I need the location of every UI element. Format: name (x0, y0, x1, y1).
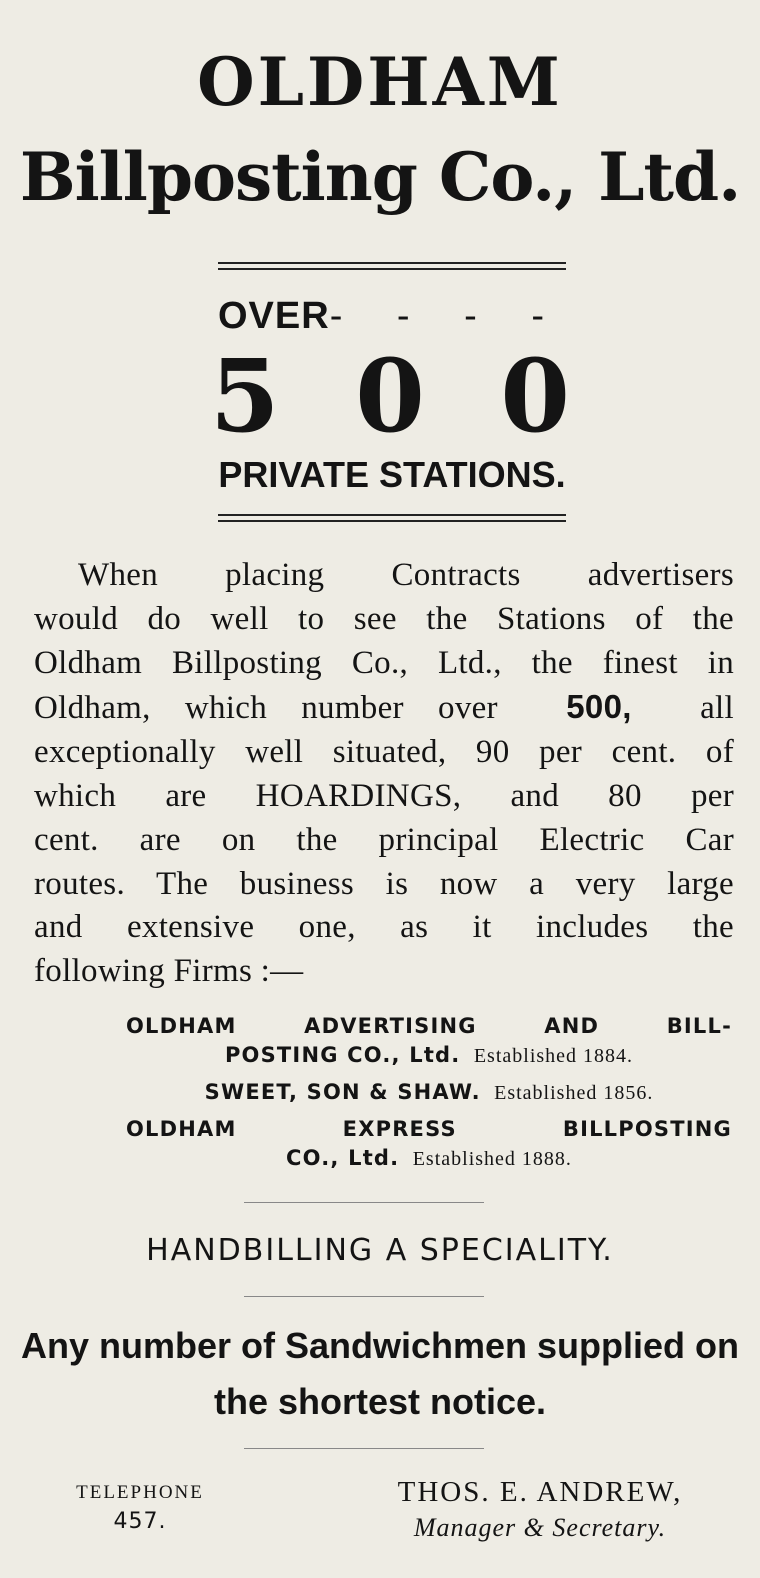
sandwichmen-line: Any number of Sandwichmen supplied on (20, 1325, 740, 1366)
divider-rule (244, 1448, 484, 1449)
firm-name: SWEET, SON & SHAW. (204, 1080, 481, 1104)
body-line: which are HOARDINGS, and 80 per (34, 777, 734, 814)
divider-rule (244, 1296, 484, 1297)
company-title-line1: OLDHAM (197, 43, 563, 121)
body-line: following Firms :— (34, 953, 304, 990)
signatory-block (380, 1472, 700, 1544)
station-count (210, 337, 570, 455)
firm-entry (126, 1115, 732, 1174)
sandwichmen-notice (0, 1318, 760, 1430)
body-line: routes. The business is now a very large (34, 865, 734, 902)
telephone-label: TELEPHONE (76, 1482, 204, 1503)
divider-rule (244, 1202, 484, 1203)
double-rule-top (218, 262, 566, 270)
body-count-bold: 500, (566, 688, 632, 726)
firms-list (126, 1012, 732, 1174)
firm-established: Established 1888. (412, 1148, 572, 1170)
telephone-block (60, 1478, 220, 1536)
signatory-role: Manager & Secretary. (413, 1513, 667, 1542)
over-label: OVER (218, 295, 330, 337)
station-count-digit: 0 (500, 337, 570, 455)
dash-leader: - - - - (329, 295, 566, 337)
body-line: Oldham Billposting Co., Ltd., the finest in (34, 644, 734, 681)
telephone-number: 457. (113, 1509, 167, 1534)
body-line-with-count (34, 685, 734, 731)
body-line: would do well to see the Stations of the (34, 600, 734, 637)
body-line: cent. are on the principal Electric Car (34, 821, 734, 858)
body-line-segment: all (700, 690, 734, 727)
firm-entry (126, 1012, 732, 1071)
firm-entry (126, 1078, 732, 1108)
station-count-digit: 5 (210, 337, 280, 455)
firm-name: CO., Ltd. (286, 1146, 400, 1170)
body-line: exceptionally well situated, 90 per cent. of (34, 734, 734, 771)
private-stations-label: PRIVATE STATIONS. (218, 454, 566, 495)
handbilling-notice: HANDBILLING A SPECIALITY. (146, 1233, 614, 1268)
station-count-digit: 0 (355, 337, 425, 455)
over-row (218, 292, 566, 340)
body-line: When placing Contracts advertisers (78, 557, 734, 593)
firm-established: Established 1884. (473, 1045, 634, 1067)
company-title-line2: Billposting Co., Ltd. (19, 138, 741, 216)
body-line-segment: Oldham, which number over (34, 690, 498, 727)
body-paragraph (34, 554, 734, 994)
firm-name: OLDHAM EXPRESS BILLPOSTING (126, 1117, 732, 1141)
sandwichmen-line: the shortest notice. (213, 1381, 547, 1422)
firm-name: POSTING CO., Ltd. (224, 1043, 461, 1067)
signatory-name: THOS. E. ANDREW, (397, 1476, 683, 1508)
double-rule-bottom (218, 514, 566, 522)
body-line: and extensive one, as it includes the (34, 909, 734, 946)
firm-name: OLDHAM ADVERTISING AND BILL- (126, 1014, 732, 1038)
firm-established: Established 1856. (494, 1082, 654, 1104)
